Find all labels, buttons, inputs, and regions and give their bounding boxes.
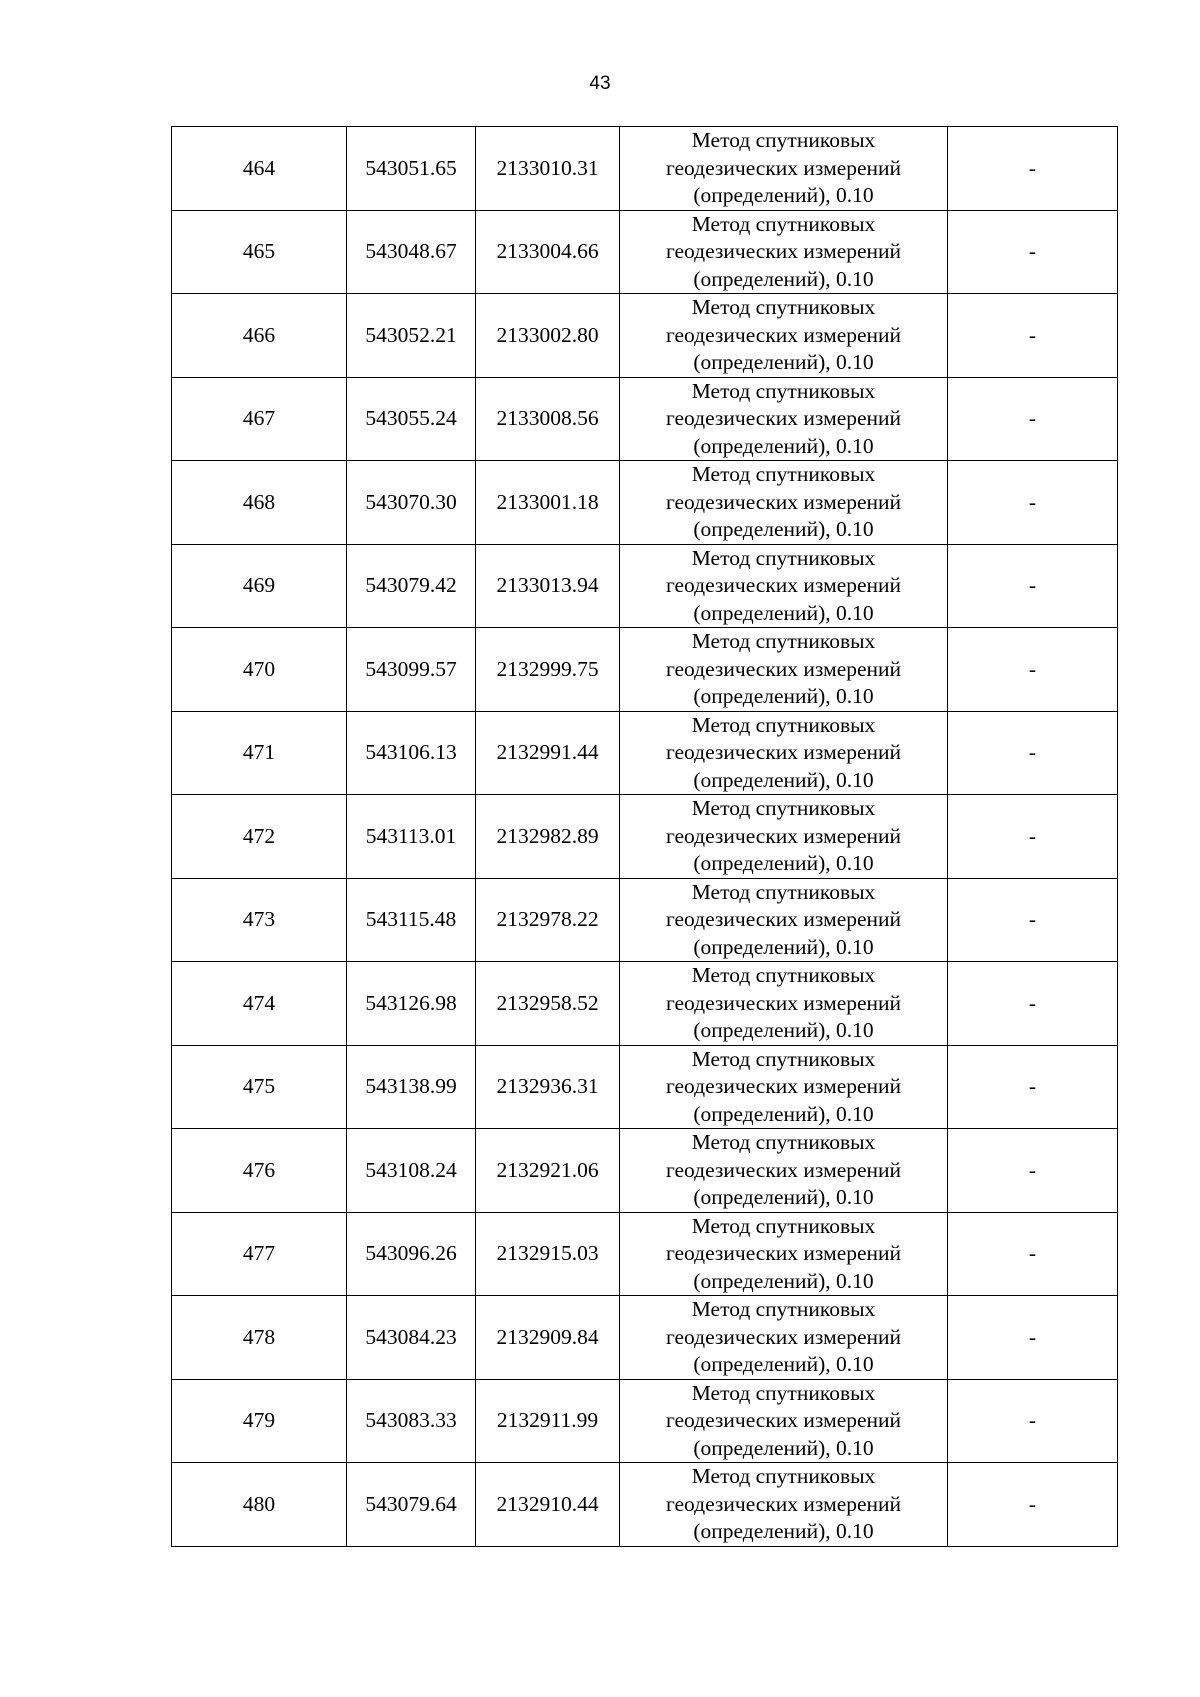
method-line: (определений), 0.10: [693, 1519, 874, 1543]
method-line: Метод спутниковых: [691, 545, 876, 570]
table-row: [172, 127, 1118, 211]
method-cell: [620, 795, 948, 879]
method-line: (определений), 0.10: [693, 1185, 874, 1209]
method-line: геодезических измерений: [665, 573, 902, 597]
table-row: [172, 962, 1118, 1046]
method-line: геодезических измерений: [665, 990, 902, 1015]
method-line: геодезических измерений: [665, 489, 902, 514]
method-line: геодезических измерений: [665, 907, 902, 931]
table-row: [172, 711, 1118, 795]
method-line: Метод спутниковых: [691, 1213, 876, 1238]
method-line: геодезических измерений: [665, 823, 902, 848]
point-number-cell: 474: [172, 962, 347, 1046]
method-line: Метод спутниковых: [691, 796, 876, 820]
table-row: [172, 544, 1118, 628]
method-line: геодезических измерений: [665, 322, 902, 347]
x-coordinate-cell: 543096.26: [347, 1212, 476, 1296]
point-number-cell: 475: [172, 1045, 347, 1129]
method-line: геодезических измерений: [665, 406, 902, 430]
method-line: (определений), 0.10: [693, 1101, 874, 1126]
y-coordinate-cell: 2133008.56: [476, 377, 620, 461]
y-coordinate-cell: 2132999.75: [476, 628, 620, 712]
y-coordinate-cell: 2132991.44: [476, 711, 620, 795]
y-coordinate-cell: 2133010.31: [476, 127, 620, 211]
x-coordinate-cell: 543048.67: [347, 210, 476, 294]
y-coordinate-cell: 2133013.94: [476, 544, 620, 628]
method-line: геодезических измерений: [665, 1491, 902, 1516]
method-line: геодезических измерений: [665, 740, 902, 764]
method-line: геодезических измерений: [665, 1157, 902, 1182]
point-number-cell: 476: [172, 1129, 347, 1213]
x-coordinate-cell: 543051.65: [347, 127, 476, 211]
note-cell: -: [948, 377, 1118, 461]
method-cell: [620, 711, 948, 795]
y-coordinate-cell: 2133004.66: [476, 210, 620, 294]
method-line: Метод спутниковых: [691, 1046, 876, 1071]
method-line: (определений), 0.10: [693, 851, 874, 875]
point-number-cell: 471: [172, 711, 347, 795]
method-line: Метод спутниковых: [691, 963, 876, 987]
note-cell: -: [948, 1296, 1118, 1380]
method-cell: [620, 544, 948, 628]
method-line: геодезических измерений: [665, 1241, 902, 1265]
method-line: геодезических измерений: [665, 656, 902, 681]
method-cell: [620, 1379, 948, 1463]
method-line: геодезических измерений: [665, 1408, 902, 1432]
y-coordinate-cell: 2132936.31: [476, 1045, 620, 1129]
point-number-cell: 473: [172, 878, 347, 962]
point-number-cell: 477: [172, 1212, 347, 1296]
x-coordinate-cell: 543079.64: [347, 1463, 476, 1547]
note-cell: -: [948, 711, 1118, 795]
y-coordinate-cell: 2132921.06: [476, 1129, 620, 1213]
method-line: (определений), 0.10: [693, 1018, 874, 1042]
table-row: [172, 1463, 1118, 1547]
method-line: Метод спутниковых: [691, 462, 876, 486]
x-coordinate-cell: 543115.48: [347, 878, 476, 962]
method-cell: [620, 127, 948, 211]
x-coordinate-cell: 543055.24: [347, 377, 476, 461]
x-coordinate-cell: 543108.24: [347, 1129, 476, 1213]
coordinates-table-body: [172, 127, 1118, 1547]
note-cell: -: [948, 1045, 1118, 1129]
method-line: Метод спутниковых: [691, 378, 876, 403]
method-cell: [620, 878, 948, 962]
table-row: [172, 210, 1118, 294]
method-cell: [620, 377, 948, 461]
note-cell: -: [948, 294, 1118, 378]
page-number: 43: [589, 73, 611, 94]
method-line: (определений), 0.10: [693, 517, 874, 541]
method-line: Метод спутниковых: [691, 211, 876, 236]
y-coordinate-cell: 2132910.44: [476, 1463, 620, 1547]
table-row: [172, 1379, 1118, 1463]
note-cell: -: [948, 210, 1118, 294]
method-cell: [620, 294, 948, 378]
method-line: Метод спутниковых: [691, 629, 876, 653]
method-line: (определений), 0.10: [693, 350, 874, 374]
point-number-cell: 466: [172, 294, 347, 378]
method-cell: [620, 1129, 948, 1213]
note-cell: -: [948, 795, 1118, 879]
note-cell: -: [948, 127, 1118, 211]
note-cell: -: [948, 461, 1118, 545]
method-line: (определений), 0.10: [693, 1268, 874, 1293]
method-line: (определений), 0.10: [693, 767, 874, 792]
point-number-cell: 467: [172, 377, 347, 461]
note-cell: -: [948, 878, 1118, 962]
y-coordinate-cell: 2132958.52: [476, 962, 620, 1046]
x-coordinate-cell: 543126.98: [347, 962, 476, 1046]
method-cell: [620, 962, 948, 1046]
method-line: геодезических измерений: [665, 1324, 902, 1349]
table-row: [172, 1296, 1118, 1380]
method-line: (определений), 0.10: [693, 266, 874, 291]
method-line: (определений), 0.10: [693, 183, 874, 207]
x-coordinate-cell: 543083.33: [347, 1379, 476, 1463]
table-row: [172, 628, 1118, 712]
method-line: (определений), 0.10: [693, 684, 874, 708]
method-line: геодезических измерений: [665, 239, 902, 263]
table-row: [172, 1212, 1118, 1296]
y-coordinate-cell: 2132982.89: [476, 795, 620, 879]
point-number-cell: 469: [172, 544, 347, 628]
method-line: (определений), 0.10: [693, 1352, 874, 1376]
table-row: [172, 294, 1118, 378]
method-line: (определений), 0.10: [693, 1435, 874, 1460]
point-number-cell: 472: [172, 795, 347, 879]
y-coordinate-cell: 2133002.80: [476, 294, 620, 378]
x-coordinate-cell: 543113.01: [347, 795, 476, 879]
point-number-cell: 465: [172, 210, 347, 294]
x-coordinate-cell: 543099.57: [347, 628, 476, 712]
method-line: геодезических измерений: [665, 1074, 902, 1098]
point-number-cell: 479: [172, 1379, 347, 1463]
method-line: Метод спутниковых: [691, 295, 876, 319]
method-line: Метод спутниковых: [691, 1130, 876, 1154]
note-cell: -: [948, 1379, 1118, 1463]
method-cell: [620, 1463, 948, 1547]
method-cell: [620, 1045, 948, 1129]
x-coordinate-cell: 543070.30: [347, 461, 476, 545]
method-cell: [620, 461, 948, 545]
note-cell: -: [948, 544, 1118, 628]
method-line: Метод спутниковых: [691, 879, 876, 904]
method-line: (определений), 0.10: [693, 934, 874, 959]
table-row: [172, 795, 1118, 879]
table-row: [172, 878, 1118, 962]
note-cell: -: [948, 1129, 1118, 1213]
note-cell: -: [948, 962, 1118, 1046]
method-cell: [620, 1212, 948, 1296]
method-line: (определений), 0.10: [693, 600, 874, 625]
coordinates-table: [171, 126, 1118, 1547]
method-line: (определений), 0.10: [693, 433, 874, 458]
y-coordinate-cell: 2132978.22: [476, 878, 620, 962]
x-coordinate-cell: 543084.23: [347, 1296, 476, 1380]
method-line: Метод спутниковых: [691, 1380, 876, 1405]
table-row: [172, 377, 1118, 461]
method-cell: [620, 210, 948, 294]
point-number-cell: 478: [172, 1296, 347, 1380]
x-coordinate-cell: 543079.42: [347, 544, 476, 628]
point-number-cell: 480: [172, 1463, 347, 1547]
table-row: [172, 461, 1118, 545]
point-number-cell: 470: [172, 628, 347, 712]
method-line: Метод спутниковых: [691, 712, 876, 737]
method-line: геодезических измерений: [665, 155, 902, 180]
table-row: [172, 1045, 1118, 1129]
y-coordinate-cell: 2132911.99: [476, 1379, 620, 1463]
note-cell: -: [948, 628, 1118, 712]
x-coordinate-cell: 543052.21: [347, 294, 476, 378]
method-line: Метод спутниковых: [691, 1464, 876, 1488]
method-cell: [620, 628, 948, 712]
x-coordinate-cell: 543138.99: [347, 1045, 476, 1129]
method-cell: [620, 1296, 948, 1380]
note-cell: -: [948, 1463, 1118, 1547]
x-coordinate-cell: 543106.13: [347, 711, 476, 795]
method-line: Метод спутниковых: [691, 1297, 876, 1321]
point-number-cell: 464: [172, 127, 347, 211]
y-coordinate-cell: 2133001.18: [476, 461, 620, 545]
point-number-cell: 468: [172, 461, 347, 545]
note-cell: -: [948, 1212, 1118, 1296]
y-coordinate-cell: 2132909.84: [476, 1296, 620, 1380]
method-line: Метод спутниковых: [691, 128, 876, 152]
y-coordinate-cell: 2132915.03: [476, 1212, 620, 1296]
table-row: [172, 1129, 1118, 1213]
